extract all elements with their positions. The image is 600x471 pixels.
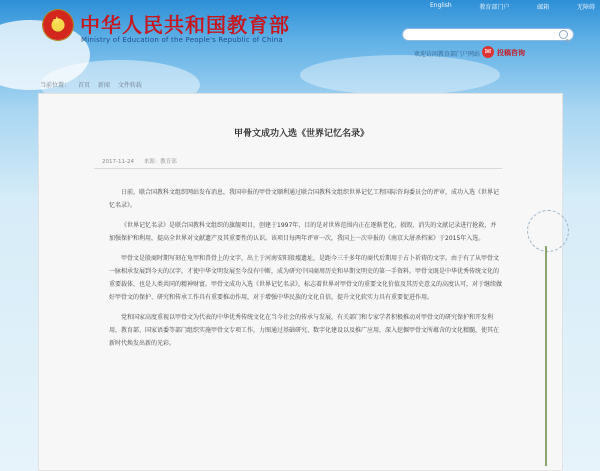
- badge-icon: ✉: [482, 46, 494, 58]
- article-paragraph: 党和国家高度重视以甲骨文为代表的中华优秀传统文化在当今社会的传承与发展，有关部门和专家学者积极推动对甲骨文的研究保护和开发利用，教育部、国家语委等部门组织实施甲骨文专项工作，力图通过基础研究、数字化建设以及推广应用，深入挖掘甲骨文所蕴含的文化精髓，使其在新时代焕发出新的光彩。: [109, 314, 500, 347]
- article-body: [109, 186, 502, 357]
- article-paragraph: 甲骨文是殷商时期写刻在龟甲和兽骨上的文字，出土于河南安阳殷墟遗址，是距今三千多年的商代后期用于占卜祈祷的文字。由于有了从甲骨文一脉相承发展到今天的汉字，才使中华文明发展至今没有中断，成为研究中国商周历史和早期文明史的第一手资料。甲骨文既是中华优秀传统文化的重要载体，也是人类共同的精神财富。甲骨文成功入选《世界记忆名录》，标志着世界对甲骨文的重要文化价值及其历史意义的高度认可，对于继续做好甲骨文的保护、研究和传承工作具有重要推动作用，对于增强中华民族的文化自信，提升文化软实力具有重要促进作用。: [109, 255, 503, 301]
- site-header: [0, 0, 600, 62]
- article-title: 甲骨文成功入选《世界记忆名录》: [233, 129, 369, 139]
- breadcrumb-section[interactable]: 文件转载: [117, 82, 142, 89]
- banner-text[interactable]: 欢迎访问教育部门户网站: [414, 51, 481, 58]
- badge-label[interactable]: 投稿咨询: [497, 49, 525, 57]
- breadcrumb-home[interactable]: 首页: [77, 82, 90, 89]
- breadcrumb-news[interactable]: 新闻: [97, 82, 110, 89]
- top-link-mail[interactable]: 邮箱: [537, 4, 550, 11]
- article-panel: [38, 93, 563, 471]
- dandelion-stem: [545, 246, 547, 466]
- search-icon[interactable]: [559, 30, 568, 39]
- breadcrumb: [40, 80, 148, 89]
- site-subtitle: Ministry of Education of the People's Republic of China: [81, 36, 283, 44]
- breadcrumb-prefix: 当前位置：: [40, 82, 71, 89]
- divider: [94, 168, 502, 169]
- top-links: [430, 2, 595, 11]
- article-meta: [102, 157, 185, 165]
- search-input[interactable]: [402, 28, 574, 41]
- national-emblem-icon: [43, 10, 73, 40]
- dandelion-icon: [527, 210, 569, 252]
- article-date: 2017-11-24: [102, 159, 134, 165]
- article-paragraph: 日前，联合国教科文组织网站发布消息，我国申报的甲骨文顺利通过联合国教科文组织世界记忆工程国际咨询委员会的评审，成功入选《世界记忆名录》。: [109, 189, 500, 209]
- site-title: 中华人民共和国教育部: [80, 13, 290, 37]
- top-link-portal[interactable]: 教育部门户: [479, 4, 510, 11]
- top-link-english[interactable]: English: [430, 2, 452, 9]
- article-paragraph: 《世界记忆名录》是联合国教科文组织的旗舰项目，创建于1997年，目的是对世界范围内正在逐渐老化、损毁、消失的文献记录进行抢救，并加强保护和利用，提高全世界对文献遗产及其重要性的认识。该项目每两年评审一次，我国上一次申报的《南京大屠杀档案》于2015年入选。: [109, 222, 497, 242]
- article-source: 来源：教育部: [143, 159, 177, 165]
- top-link-accessibility[interactable]: 无障碍: [576, 4, 595, 11]
- star-icon: ★: [52, 14, 62, 27]
